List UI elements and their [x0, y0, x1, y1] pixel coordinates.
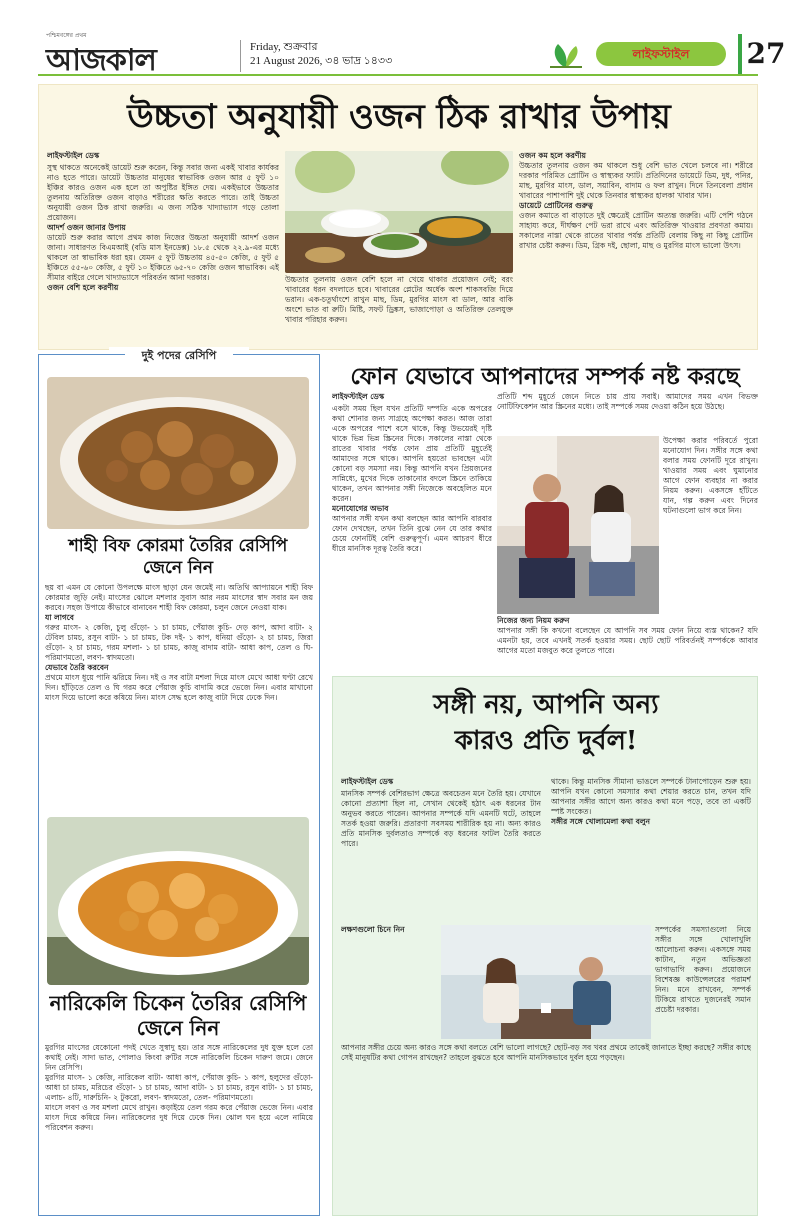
- recipe-section: [38, 349, 320, 1216]
- masthead-full-date: 21 August 2026, ৩৪ ভাদ্র ১৪৩৩: [250, 55, 393, 67]
- lead-byline: লাইফস্টাইল ডেস্ক: [47, 151, 100, 160]
- recipe-paragraph: মুরগির মাংসের যেকোনো পদই খেতে সুস্বাদু হয়। তার সঙ্গে নারিকেলের দুধ যুক্ত হলে তো কথাই নেই। সাদা ভাত, পোলাও কিংবা রুটির সঙ্গে নারিকেলি চিকেন দারুণ জমে। জেনে নিন রেসিপি।: [45, 1043, 313, 1072]
- emotional-affair-headline: [333, 687, 759, 759]
- lead-subheading: আদর্শ ওজন জানার উপায়: [47, 223, 126, 232]
- lead-paragraph: উচ্চতার তুলনায় ওজন কম থাকলে শুধু বেশি ভাত খেলে চলবে না। শরীরে দরকার পরিমিত প্রোটিন ও স্বাস্থ্যকর ফ্যাট। প্রতিদিনের ডায়েটে ডিম, দুধ, পনির, মাছ, মুরগির মাংস, ডাল, সয়াবিন, বাদাম ও ফল রাখুন। দিনে তিনবেলা প্রধান খাবারের পাশাপাশি দুই থেকে তিনবার স্বাস্থ্যকর হালকা খাবার খান।: [519, 161, 753, 200]
- logo-text: আজকাল: [46, 43, 156, 78]
- lead-paragraph: উচ্চতার তুলনায় ওজন বেশি হলে না খেয়ে থাকার প্রয়োজন নেই; বরং খাবারের ধরন বদলাতে হবে। খাবারের প্লেটের অর্ধেক অংশ শাকসবজি দিয়ে ভরান। এক-চতুর্থাংশে রাখুন মাছ, ডিম, মুরগির মাংস বা ডাল, আর বাকি অংশে ভাত বা রুটি। মিষ্টি, সফট ড্রিঙ্কস, ভাজাপোড়া ও অতিরিক্ত তেলযুক্ত খাবার পরিহার করুন।: [285, 275, 513, 324]
- masthead-divider: [240, 40, 241, 72]
- phone-paragraph: প্রতিটি শব্দ মুহূর্তে জেনে নিতে চায় প্রায় সবাই। আমাদের সময় এখন বিভক্ত নোটিফিকেশন আর স্ক্রিনের মধ্যে। তাই সম্পর্কে সময় দেওয়া কঠিন হয়ে উঠছে।: [497, 392, 758, 411]
- lead-paragraph: ডায়েট শুরু করার আগে প্রথম কাজ নিজের উচ্চতা অনুযায়ী আদর্শ ওজন জানা। সাধারণত বিএমআই (বডি মাস ইনডেক্স) ১৮.৫ থেকে ২২.৯-এর মধ্যে থাকলে তা স্বাভাবিক ধরা হয়। যেমন ৫ ফুট উচ্চতায় ৪৫-৫০ কেজি, ৫ ফুট ৫ ইঞ্চিতে ৫৫-৬০ কেজি, ৫ ফুট ১০ ইঞ্চিতে ৬৫-৭০ কেজি ওজন স্বাভাবিক। এই সীমার বাইরে গেলে খাদ্যাভ্যাসে পরিবর্তন আনা দরকার।: [47, 233, 279, 282]
- beef-korma-title: শাহী বিফ কোরমা তৈরির রেসিপি জেনে নিন: [68, 536, 288, 578]
- phone-subheading: নিজের জন্য নিয়ম করুন: [497, 616, 570, 625]
- phone-paragraph: উপেক্ষা করার পরিবর্তে পুরো মনোযোগ দিন। সঙ্গীর সঙ্গে কথা বলার সময় ফোনটি দূরে রাখুন। খাওয়ার সময় এবং ঘুমানোর আগে ফোন ব্যবহার না করার নিয়ম করুন। একসঙ্গে হাঁটতে যান, গল্প করুন এবং দিনের ঘটনাগুলো ভাগ করে নিন।: [663, 436, 758, 515]
- recipe-ingredients: মুরগির মাংস- ১ কেজি, নারিকেল বাটা- আধা কাপ, পেঁয়াজ কুচি- ১ কাপ, হলুদের গুঁড়ো- আধা চা চামচ, মরিচের গুঁড়ো- ১ চা চামচ, আদা বাটা- ১ চা চামচ, রসুন বাটা- ১ চা চামচ, এলাচ- ৪টি, দারুচিনি- ২ টুকরো, লবণ- স্বাদমতো, তেল- পরিমাণমতো।: [45, 1073, 313, 1102]
- weak-subheading: লক্ষণগুলো চিনে নিন: [341, 925, 405, 934]
- weak-column-2: [551, 777, 751, 923]
- newspaper-logo: [46, 36, 156, 87]
- photo-caption-column: [285, 275, 513, 347]
- phone-article-headline: ফোন যেভাবে আপনাদের সম্পর্ক নষ্ট করছে: [350, 363, 740, 390]
- phone-byline: লাইফস্টাইল ডেস্ক: [332, 392, 385, 401]
- beef-korma-photo: [47, 377, 309, 529]
- weak-paragraph: সম্পর্কের সমস্যাগুলো নিয়ে সঙ্গীর সঙ্গে খোলাখুলি আলোচনা করুন। একসঙ্গে সময় কাটান, নতুন অভিজ্ঞতা ভাগাভাগি করুন। প্রয়োজনে বিশেষজ্ঞ কাউন্সেলরের পরামর্শ নিন। মনে রাখবেন, সম্পর্ক টিকিয়ে রাখতে দুজনেরই সমান প্রচেষ্টা দরকার।: [655, 925, 751, 1014]
- weak-subheading: সঙ্গীর সঙ্গে খোলামেলা কথা বলুন: [551, 817, 650, 826]
- recipe-subheading: যেভাবে তৈরি করবেন: [45, 663, 109, 672]
- leaf-icon: [546, 40, 586, 70]
- recipe-section-label: দুই পদের রেসিপি: [109, 347, 249, 363]
- weak-column-1: [341, 777, 541, 923]
- phone-column-1: [332, 392, 492, 672]
- beef-korma-body: [45, 583, 313, 813]
- masthead-tagline: পশ্চিমবঙ্গের প্রথম: [46, 32, 87, 39]
- recipe-subheading: যা লাগবে: [45, 613, 74, 622]
- lead-headline: উচ্চতা অনুযায়ী ওজন ঠিক রাখার উপায়: [127, 97, 671, 137]
- couple-at-table-photo: [441, 925, 651, 1039]
- lead-paragraph: ওজন কমাতে বা বাড়াতে দুই ক্ষেত্রেই প্রোটিন অত্যন্ত জরুরি। এটি পেশি গঠনে সাহায্য করে, দীর্ঘক্ষণ পেট ভরা রাখে এবং অতিরিক্ত খাওয়ার প্রবণতা কমায়। সকালের নাস্তা থেকে রাতের খাবার পর্যন্ত প্রতিটি বেলায় কিছু না কিছু প্রোটিন রাখার চেষ্টা করুন। ডিম, গ্রিক দই, ছোলা, মাছ ও মুরগির মাংস ভালো উৎস।: [519, 211, 753, 250]
- lead-article: [38, 84, 758, 350]
- weak-byline: লাইফস্টাইল ডেস্ক: [341, 777, 394, 786]
- weak-paragraph: মানসিক সম্পর্ক বেশিরভাগ ক্ষেত্রে অবচেতন মনে তৈরি হয়। যেখানে কোনো প্রত্যাশা ছিল না, সেখান থেকেই হঠাৎ এক ধরনের টান অনুভব করতে পারেন। আপনার সম্পর্কে যদি এমনটি ঘটে, তাহলে সতর্ক হওয়া জরুরি। প্রতারণা সবসময় শারীরিক হয় না। অন্য কারও প্রতি মানসিক দুর্বলতাও সম্পর্কে বড় ধরনের ফাটল তৈরি করতে পারে।: [341, 789, 541, 848]
- masthead-day: Friday, শুক্রবার: [250, 41, 318, 53]
- weak-paragraph: থাকে। কিন্তু মানসিক সীমানা ভাঙলে সম্পর্কে টানাপোড়েন শুরু হয়। আপনি যখন কোনো সমস্যার কথা শেয়ার করতে চান, তখন যদি আপনার সঙ্গীর আগে অন্য কারও কথা মনে পড়ে, তবে তা একটি স্পষ্ট সংকেত।: [551, 777, 751, 816]
- recipe-method: মাংসে লবণ ও সব মশলা মেখে রাখুন। কড়াইয়ে তেল গরম করে পেঁয়াজ ভেজে নিন। এবার মাংস দিয়ে কষিয়ে নিন। নারিকেলের দুধ দিয়ে ঢেকে দিন। ঝোল ঘন হয়ে এলে নামিয়ে পরিবেশন করুন।: [45, 1103, 313, 1132]
- masthead-date: [250, 40, 392, 68]
- food-bowls-photo: [285, 151, 513, 273]
- masthead: [38, 32, 786, 78]
- lead-column-1: [47, 151, 279, 347]
- page-number: 27: [738, 34, 790, 74]
- phone-column-3-top: [663, 436, 758, 614]
- phone-column-2: [497, 392, 758, 434]
- headline-line-1: সঙ্গী নয়, আপনি অন্য: [433, 690, 659, 720]
- lead-subheading: ডায়েটে প্রোটিনের গুরুত্ব: [519, 201, 593, 210]
- section-label: লাইফস্টাইল: [596, 42, 726, 66]
- phone-subheading: মনোযোগের অভাব: [332, 504, 389, 513]
- weak-column-2-mid: [655, 925, 751, 1039]
- phone-paragraph: একটা সময় ছিল যখন প্রতিটি দম্পতি একে অপরের কথা শোনার জন্য সাগ্রহে অপেক্ষা করত। আজ তারা একে অপরের পাশে বসে থাকে, কিন্তু উভয়েরই দৃষ্টি থাকে ভিন্ন ভিন্ন স্ক্রিনের দিকে। সকালের নাস্তা থেকে রাতের খাবার পর্যন্ত ফোন প্রায় প্রতিটি মুহূর্তেই আমাদের সঙ্গে থাকে। আপনি হয়তো ভাবছেন এটা কোনো বড় সমস্যা নয়। কিন্তু আপনি যখন প্রিয়জনের সান্নিধ্যে, মুখের দিকে তাকানোর বদলে স্ক্রিনে তাকিয়ে থাকেন, তখন আপনার সঙ্গী নিজেকে অবহেলিত মনে করেন।: [332, 404, 492, 503]
- headline-line-2: কারও প্রতি দুর্বল!: [454, 726, 638, 756]
- emotional-affair-article: [332, 676, 758, 1216]
- recipe-paragraph: ছয় বা এমন যে কোনো উপলক্ষে মাংস ছাড়া যেন জমেই না। অতিথি আপ্যায়নে শাহী বিফ কোরমার জুড়ি নেই। মাংসের ঝোলে মশলার সুবাস আর নরম মাংসের স্বাদ সবার মন জয় করবে। সহজ উপায়ে কীভাবে বানাবেন শাহী বিফ কোরমা, চলুন জেনে নেওয়া যাক।: [45, 583, 313, 612]
- lead-column-3: [519, 151, 753, 347]
- weak-paragraph: আপনার সঙ্গীর চেয়ে অন্য কারও সঙ্গে কথা বলতে বেশি ভালো লাগছে? ছোট-বড় সব খবর প্রথমে তাকেই জানাতে ইচ্ছা করছে? সঙ্গীর কাছে সেই মানুষটির কথা গোপন রাখছেন? তাহলে বুঝতে হবে আপনি মানসিকভাবে দুর্বল হয়ে পড়ছেন।: [341, 1043, 751, 1062]
- lead-subheading: ওজন কম হলে করণীয়: [519, 151, 586, 160]
- coconut-chicken-title: নারিকেলি চিকেন তৈরির রেসিপি জেনে নিন: [49, 991, 307, 1040]
- lead-paragraph: সুস্থ থাকতে অনেকেই ডায়েট শুরু করেন, কিন্তু সবার জন্য একই খাবার কার্যকর নাও হতে পারে। ডায়েট উচ্চতার মানুষের স্বাভাবিক ওজন আর ৫ ফুট ১০ ইঞ্চির কারও ওজন এক হলে তা অপুষ্টির ইঙ্গিত দেয়। একইভাবে উচ্চতার তুলনায় অতিরিক্ত ওজন বাড়াও শরীরের ক্ষতি করতে পারে। তাই উচ্চতা অনুযায়ী ওজন ঠিক রাখা জরুরি। এ জন্য সঠিক খাদ্যাভ্যাস গড়ে তোলা প্রয়োজন।: [47, 163, 279, 222]
- weak-column-bottom: [341, 1043, 751, 1211]
- couple-on-phones-photo: [497, 436, 659, 614]
- lead-subheading: ওজন বেশি হলে করণীয়: [47, 283, 119, 292]
- recipe-method: প্রথমে মাংস ধুয়ে পানি ঝরিয়ে নিন। দই ও সব বাটা মশলা দিয়ে মাংস মেখে আধা ঘণ্টা রেখে দিন। হাঁড়িতে তেল ও ঘি গরম করে পেঁয়াজ কুচি বাদামি করে ভেজে নিন। এবার মাখানো মাংস দিয়ে ভালো করে কষিয়ে নিন। মাংস সেদ্ধ হলে কাজু বাটা দিয়ে ঢেকে দিন।: [45, 673, 313, 702]
- phone-column-3: [497, 616, 758, 672]
- coconut-chicken-photo: [47, 817, 309, 985]
- recipe-ingredients: গরুর মাংস- ২ কেজি, চুলু গুঁড়ো- ১ চা চামচ, পেঁয়াজ কুচি- দেড় কাপ, আদা বাটা- ২ টেবিল চামচ, রসুন বাটা- ১ চা চামচ, টক দই- ১ কাপ, ধনিয়া গুঁড়ো- ২ চা চামচ, জিরা গুঁড়ো- ২ চা চামচ, গরম মশলা- ১ চা চামচ, কাজু বাদাম বাটা- আধা কাপ, তেল ও ঘি- পরিমাণমতো, লবণ- স্বাদমতো।: [45, 623, 313, 662]
- phone-paragraph: আপনার সঙ্গী কি কখনো বলেছেন যে আপনি সব সময় ফোন নিয়ে ব্যস্ত থাকেন? যদি এমনটা হয়, তবে এখনই সতর্ক হওয়ার সময়। ছোট ছোট পরিবর্তনই সম্পর্ককে আবার আগের মতো মজবুত করে তুলতে পারে।: [497, 626, 758, 655]
- coconut-chicken-body: [45, 1043, 313, 1209]
- weak-column-1-mid: [341, 925, 437, 1039]
- phone-paragraph: আপনার সঙ্গী যখন কথা বলছেন আর আপনি বারবার ফোন দেখছেন, তখন তিনি বুঝে নেন যে তার কথার চেয়ে ফোনটিই বেশি গুরুত্বপূর্ণ। এমন আচরণ ধীরে ধীরে মানসিক দূরত্ব তৈরি করে।: [332, 514, 492, 553]
